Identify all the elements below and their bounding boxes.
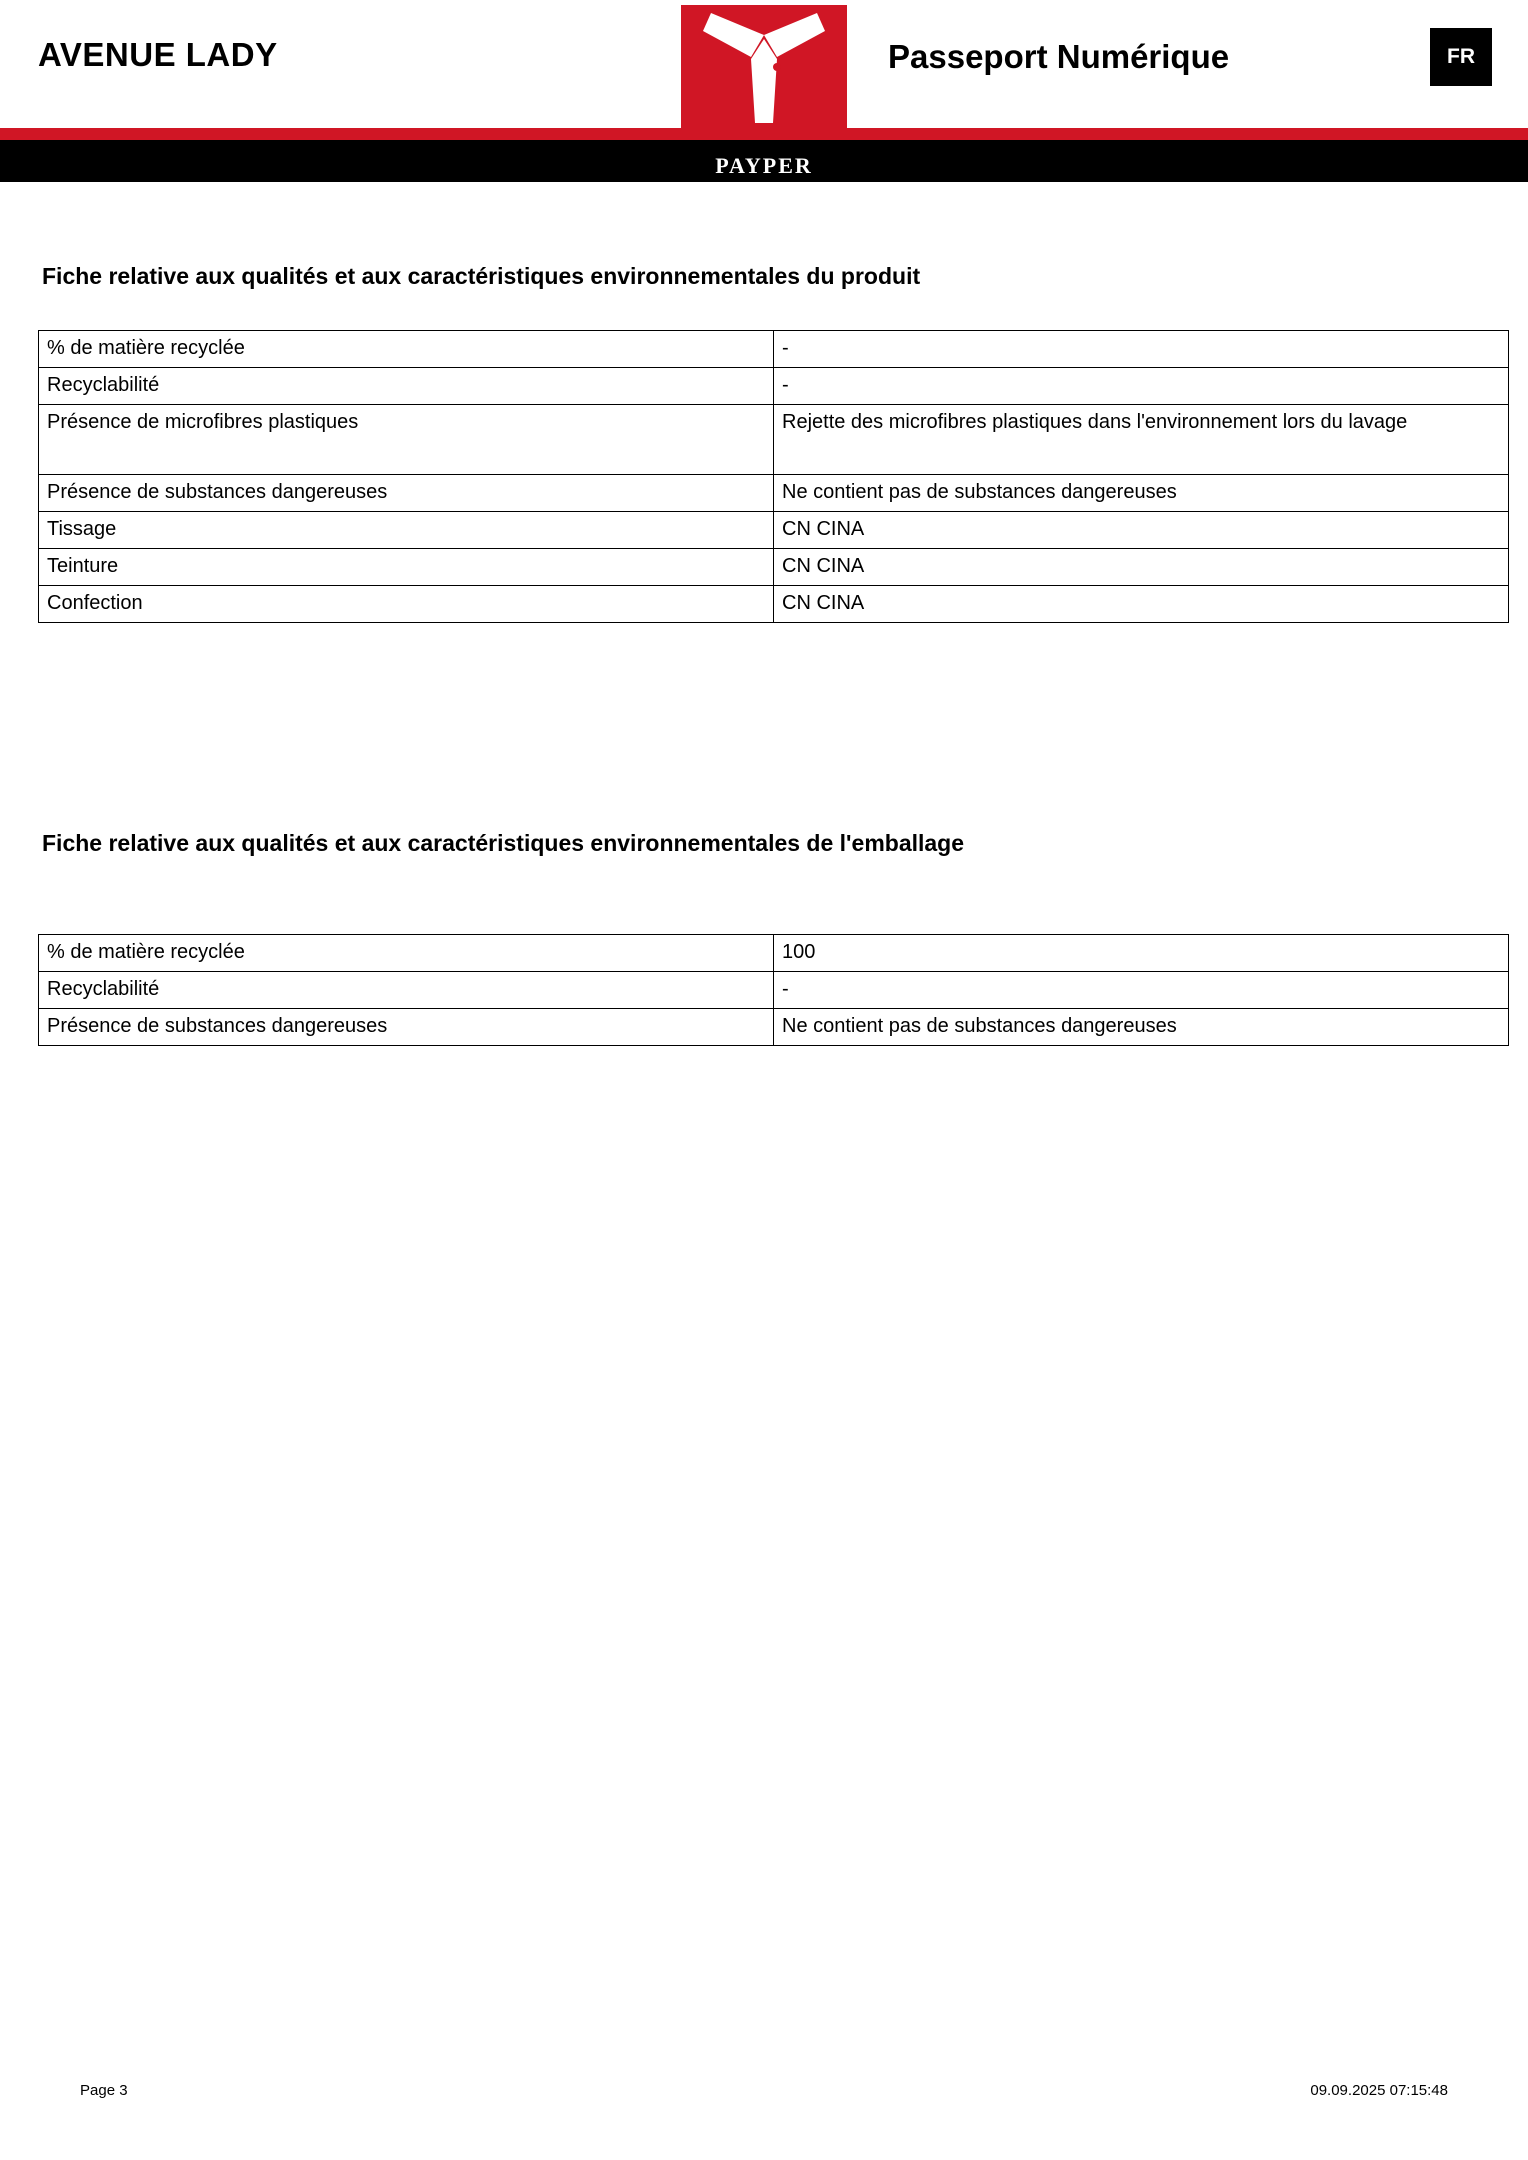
row-value: - <box>774 972 1509 1009</box>
row-label: % de matière recyclée <box>39 331 774 368</box>
section-title-packaging: Fiche relative aux qualités et aux caractéristiques environnementales de l'emballage <box>42 830 965 856</box>
table-row <box>39 331 1509 368</box>
row-value: Rejette des microfibres plastiques dans l'environnement lors du lavage <box>774 405 1509 475</box>
row-value: 100 <box>774 935 1509 972</box>
row-label: Teinture <box>39 549 774 586</box>
page-header <box>0 0 1528 178</box>
header-red-divider <box>0 128 1528 140</box>
row-value: - <box>774 331 1509 368</box>
document-title: Passeport Numérique <box>888 38 1230 75</box>
row-label: Recyclabilité <box>39 368 774 405</box>
row-label: Recyclabilité <box>39 972 774 1009</box>
table-row <box>39 1009 1509 1046</box>
table-row <box>39 368 1509 405</box>
table-row <box>39 549 1509 586</box>
packaging-environmental-table <box>38 934 1509 1046</box>
logo-wordmark: PAYPER <box>681 150 847 182</box>
table-row <box>39 405 1509 475</box>
row-label: Présence de substances dangereuses <box>39 475 774 512</box>
row-value: Ne contient pas de substances dangereuses <box>774 1009 1509 1046</box>
brand-title: AVENUE LADY <box>38 36 278 73</box>
row-value: Ne contient pas de substances dangereuses <box>774 475 1509 512</box>
logo-mark-icon <box>681 5 847 131</box>
row-label: Présence de substances dangereuses <box>39 1009 774 1046</box>
table-row <box>39 935 1509 972</box>
section-title-product: Fiche relative aux qualités et aux caractéristiques environnementales du produit <box>42 263 921 289</box>
page-footer <box>0 2082 1528 2122</box>
table-row <box>39 512 1509 549</box>
language-badge[interactable]: FR <box>1430 28 1492 86</box>
table-row <box>39 586 1509 623</box>
row-value: CN CINA <box>774 549 1509 586</box>
row-label: Tissage <box>39 512 774 549</box>
table-row <box>39 475 1509 512</box>
product-environmental-table <box>38 330 1509 623</box>
row-label: Confection <box>39 586 774 623</box>
row-value: CN CINA <box>774 512 1509 549</box>
payper-logo <box>681 5 847 131</box>
table-row <box>39 972 1509 1009</box>
page-number: Page 3 <box>80 2082 128 2099</box>
generation-timestamp: 09.09.2025 07:15:48 <box>1310 2082 1448 2099</box>
row-value: CN CINA <box>774 586 1509 623</box>
row-label: Présence de microfibres plastiques <box>39 405 774 475</box>
row-label: % de matière recyclée <box>39 935 774 972</box>
row-value: - <box>774 368 1509 405</box>
